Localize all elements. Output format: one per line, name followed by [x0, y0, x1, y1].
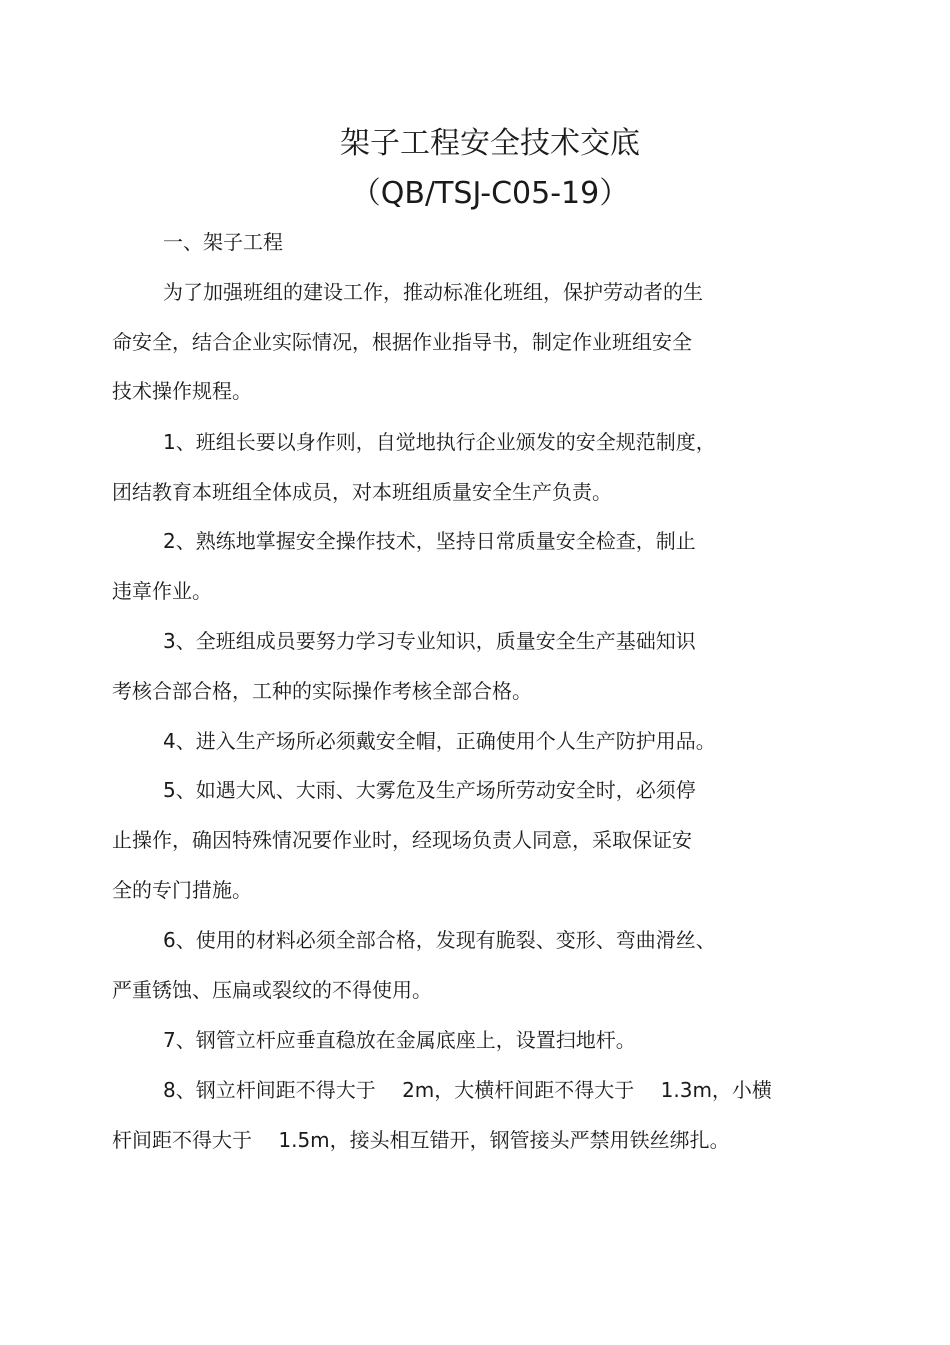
paragraph-line: 7、钢管立杆应垂直稳放在金属底座上，设置扫地杆。	[163, 1028, 636, 1052]
paragraph-line: 8、钢立杆间距不得大于 2m，大横杆间距不得大于 1.3m，小横	[163, 1078, 772, 1102]
paragraph-line: 1、班组长要以身作则，自觉地执行企业颁发的安全规范制度，	[163, 430, 716, 454]
paragraph-line: 全的专门措施。	[112, 878, 252, 902]
paragraph-line: 2、熟练地掌握安全操作技术，坚持日常质量安全检查，制止	[163, 529, 696, 553]
paragraph-line: 严重锈蚀、压扁或裂纹的不得使用。	[112, 978, 432, 1002]
paragraph-line: 违章作业。	[112, 579, 212, 603]
paragraph-line: 4、进入生产场所必须戴安全帽，正确使用个人生产防护用品。	[163, 729, 716, 753]
paragraph-line: 5、如遇大风、大雨、大雾危及生产场所劳动安全时，必须停	[163, 778, 696, 802]
document-title: 架子工程安全技术交底	[340, 126, 640, 161]
paragraph-line: 6、使用的材料必须全部合格，发现有脆裂、变形、弯曲滑丝、	[163, 928, 716, 952]
paragraph-line: 杆间距不得大于 1.5m，接头相互错开，钢管接头严禁用铁丝绑扎。	[112, 1128, 730, 1152]
paragraph-line: 为了加强班组的建设工作，推动标准化班组，保护劳动者的生	[163, 280, 703, 304]
paragraph-line: 团结教育本班组全体成员，对本班组质量安全生产负责。	[112, 480, 612, 504]
paragraph-line: 技术操作规程。	[112, 379, 252, 403]
paragraph-line: 命安全，结合企业实际情况，根据作业指导书，制定作业班组安全	[112, 330, 692, 354]
section-heading: 一、架子工程	[163, 230, 283, 254]
document-code: （QB/TSJ-C05-19）	[350, 176, 630, 211]
paragraph-line: 3、全班组成员要努力学习专业知识，质量安全生产基础知识	[163, 629, 696, 653]
paragraph-line: 考核合部合格，工种的实际操作考核全部合格。	[112, 679, 532, 703]
paragraph-line: 止操作，确因特殊情况要作业时，经现场负责人同意，采取保证安	[112, 828, 692, 852]
